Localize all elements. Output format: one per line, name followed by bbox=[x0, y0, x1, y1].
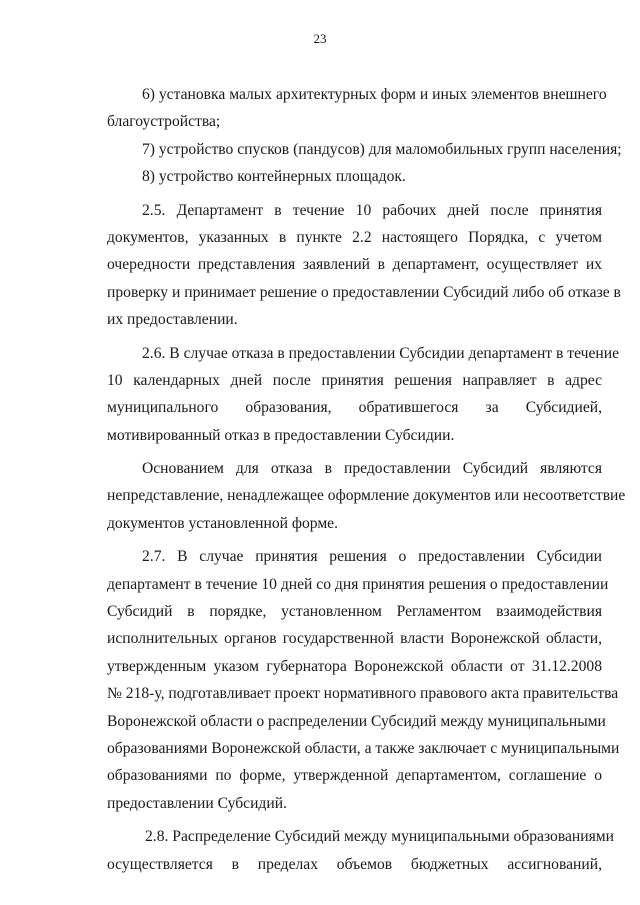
text-line: документов, указанных в пункте 2.2 настоящего Порядка, с учетом bbox=[107, 228, 602, 246]
text-line: Субсидий в порядке, установленном Регламентом взаимодействия bbox=[107, 603, 602, 621]
text-line: 8) устройство контейнерных площадок. bbox=[142, 168, 406, 186]
text-line: благоустройства; bbox=[107, 113, 221, 131]
text-line: № 218-у, подготавливает проект нормативного правового акта правительства bbox=[107, 685, 619, 703]
text-line: 2.5. Департамент в течение 10 рабочих дней после принятия bbox=[142, 201, 602, 219]
text-line: образованиями по форме, утвержденной департаментом, соглашение о bbox=[107, 767, 602, 785]
text-line: департамент в течение 10 дней со дня принятия решения о предоставлении bbox=[107, 575, 609, 593]
text-line: 2.7. В случае принятия решения о предоставлении Субсидии bbox=[142, 548, 602, 566]
text-line: непредставление, ненадлежащее оформление документов или несоответствие bbox=[107, 487, 626, 505]
text-line: 2.8. Распределение Субсидий между муниципальными образованиями bbox=[145, 828, 614, 846]
text-line: образованиями Воронежской области, а также заключает с муниципальными bbox=[107, 739, 620, 757]
text-line: 2.6. В случае отказа в предоставлении Субсидии департамент в течение bbox=[142, 344, 619, 362]
text-line: осуществляется в пределах объемов бюджетных ассигнований, bbox=[107, 855, 602, 873]
text-line: Основанием для отказа в предоставлении Субсидий являются bbox=[142, 460, 602, 478]
text-line: 7) устройство спусков (пандусов) для маломобильных групп населения; bbox=[142, 140, 622, 158]
page-number: 23 bbox=[313, 31, 327, 46]
text-line: мотивированный отказ в предоставлении Субсидии. bbox=[107, 426, 455, 444]
text-line: утвержденным указом губернатора Воронежской области от 31.12.2008 bbox=[107, 657, 602, 675]
text-line: документов установленной форме. bbox=[107, 514, 339, 532]
text-line: очередности представления заявлений в департамент, осуществляет их bbox=[107, 256, 602, 274]
text-line: муниципального образования, обратившегося за Субсидией, bbox=[107, 399, 602, 417]
text-line: Воронежской области о распределении Субсидий между муниципальными bbox=[107, 712, 606, 730]
document-body bbox=[107, 81, 626, 878]
text-line: предоставлении Субсидий. bbox=[107, 794, 287, 812]
text-line: исполнительных органов государственной власти Воронежской области, bbox=[107, 630, 602, 648]
text-line: их предоставлении. bbox=[107, 311, 238, 329]
text-line: проверку и принимает решение о предоставлении Субсидий либо об отказе в bbox=[107, 283, 621, 301]
text-line: 6) установка малых архитектурных форм и иных элементов внешнего bbox=[142, 86, 607, 103]
text-line: 10 календарных дней после принятия решения направляет в адрес bbox=[107, 371, 602, 389]
